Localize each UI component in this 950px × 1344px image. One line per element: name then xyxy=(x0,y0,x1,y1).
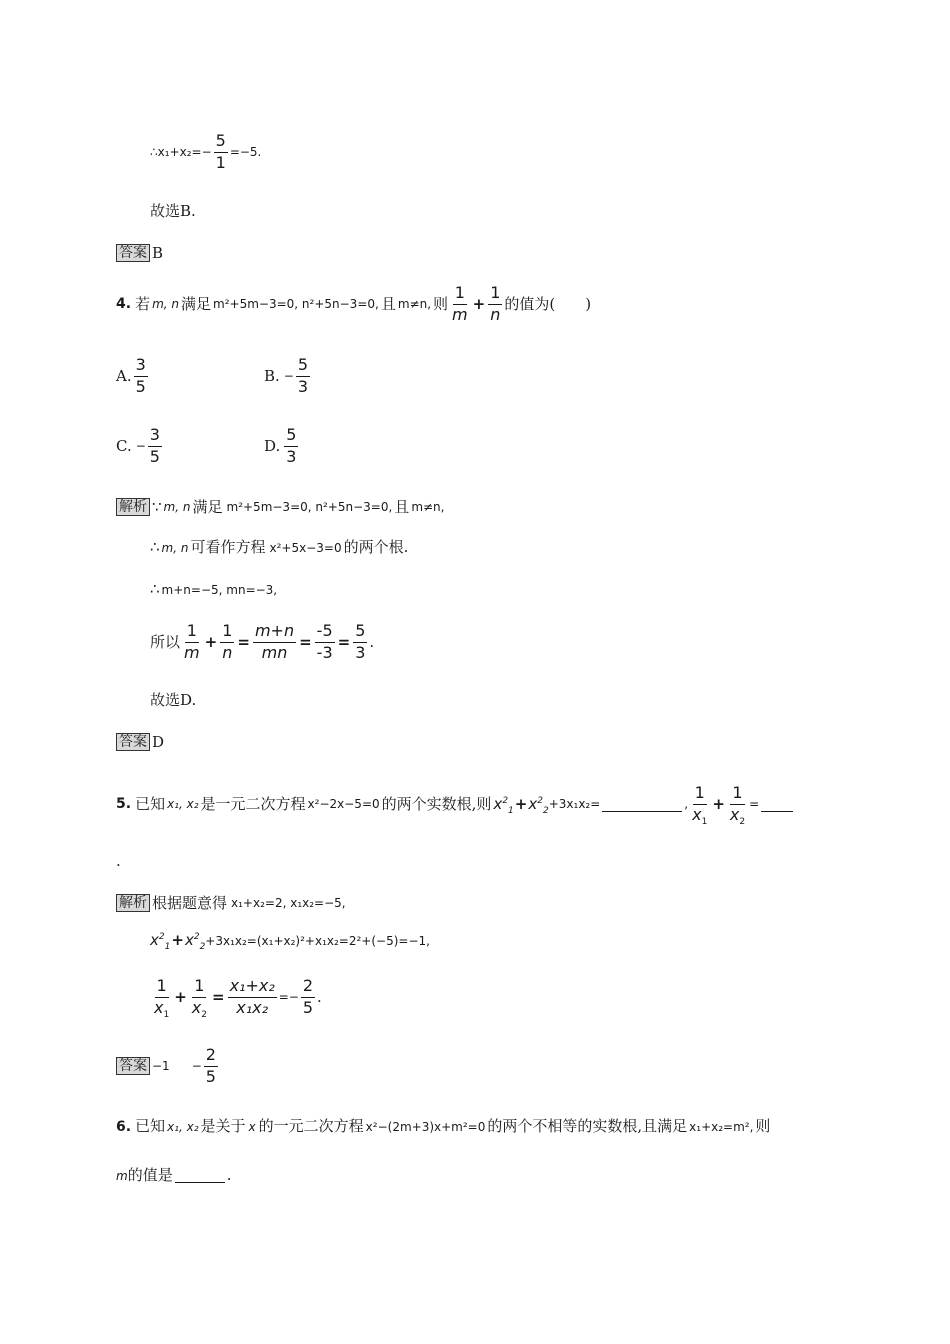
q3-answer xyxy=(116,244,163,262)
q4-stem: 4. 若 m, n 满足 m²+5m−3=0, n²+5n−3=0, 且 m≠n, 则 $\frac{1}{m}$ + $\frac{1}{n}$ 的值为( ) xyxy=(116,283,592,324)
answer-value: B xyxy=(152,243,164,262)
q5-stem: 5. 已知 x₁, x₂ 是一元二次方程 x²−2x−5=0 的两个实数根,则 $x^2_1$ + $x^2_2$ +3x₁x₂= , $\frac{1}{x_1}$ + $\frac{1}{x_2}$ = xyxy=(116,785,795,824)
q4-frac-1n: $\frac{1}{n}$ xyxy=(490,283,501,324)
q4-option-c[interactable]: C. − $\frac{3}{5}$ xyxy=(116,425,160,466)
answer-blank-2[interactable] xyxy=(761,797,793,812)
q3-fraction: $\frac{5}{1}$ xyxy=(215,131,226,172)
q4-option-b[interactable]: B. − $\frac{5}{3}$ xyxy=(264,355,309,396)
q4-analysis-line4: 所以 $\frac{1}{m}$ + $\frac{1}{n}$ = $\frac{m+n}{mn}$ = $\frac{-5}{-3}$ = $\frac{5}{3}$ . xyxy=(150,621,375,662)
q3-result: =−5. xyxy=(229,145,262,160)
analysis-tag: 解析 xyxy=(116,498,150,516)
q4-conclusion: 故选D. xyxy=(150,691,197,709)
q5-analysis-line1: 解析 根据题意得 x₁+x₂=2, x₁x₂=−5, xyxy=(116,894,346,912)
q4-analysis-line1: 解析 ∵ m, n 满足 m²+5m−3=0, n²+5n−3=0, 且 m≠n, xyxy=(116,498,444,516)
q4-option-a[interactable]: A. $\frac{3}{5}$ xyxy=(116,355,146,396)
question-number: 6. xyxy=(116,1118,132,1135)
q5-analysis-line2: $x^2_1$ + $x^2_2$ +3x₁x₂=(x₁+x₂)²+x₁x₂=2²+(−5)=−1, xyxy=(150,931,430,952)
question-number: 5. xyxy=(116,796,132,813)
q6-stem-line2: m 的值是 . xyxy=(116,1166,232,1184)
q5-stem-period: . xyxy=(116,852,121,870)
q6-stem: 6. 已知 x₁, x₂ 是关于 x 的一元二次方程 x²−(2m+3)x+m²=0 的两个不相等的实数根,且满足 x₁+x₂=m², 则 xyxy=(116,1117,771,1135)
q5-analysis-line3: $\frac{1}{x_1}$ + $\frac{1}{x_2}$ = $\frac{\text{x₁+x₂}}{\text{x₁x₂}}$ =− $\frac{2}{5}$ . xyxy=(154,976,322,1020)
q3-conclusion: 故选B. xyxy=(150,202,196,220)
answer-value: D xyxy=(152,732,165,751)
q3-derivation-text: ∴x₁+x₂=− xyxy=(150,145,212,160)
answer-value-1: −1 xyxy=(152,1059,170,1074)
analysis-tag: 解析 xyxy=(116,894,150,912)
q4-frac-1m: $\frac{1}{m}$ xyxy=(452,283,468,324)
q3-derivation xyxy=(150,133,261,172)
answer-value-2: $\frac{2}{5}$ xyxy=(205,1045,216,1086)
q4-analysis-line2: ∴ m, n 可看作方程 x²+5x−3=0 的两个根. xyxy=(150,538,409,556)
q4-analysis-line3: ∴ m+n=−5, mn=−3, xyxy=(150,580,278,598)
answer-tag: 答案 xyxy=(116,733,150,751)
answer-tag: 答案 xyxy=(116,244,150,262)
answer-blank[interactable] xyxy=(175,1168,225,1183)
q5-answer: 答案 −1 − $\frac{2}{5}$ xyxy=(116,1047,220,1086)
q4-answer xyxy=(116,733,164,751)
answer-tag: 答案 xyxy=(116,1057,150,1075)
q4-option-d[interactable]: D. $\frac{5}{3}$ xyxy=(264,425,297,466)
answer-blank-1[interactable] xyxy=(602,797,682,812)
question-number: 4. xyxy=(116,296,132,313)
